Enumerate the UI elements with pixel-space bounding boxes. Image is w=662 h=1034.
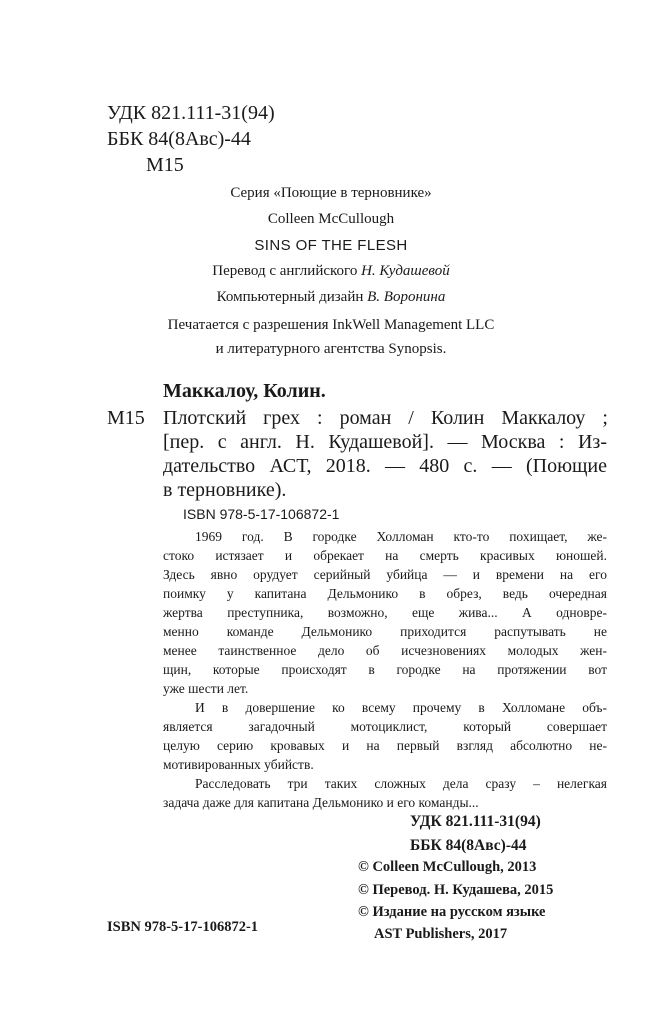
copyright-line: © Colleen McCullough, 2013 <box>358 859 537 875</box>
annotation-line: щин, которые происходят в городке на протяжении вот <box>163 662 607 677</box>
permission-line-2: и литературного агентства Synopsis. <box>215 341 447 357</box>
translation-credit <box>0 264 662 279</box>
catalog-desc-line: дательство АСТ, 2018. — 480 с. — (Поющие <box>163 455 607 477</box>
annotation-line: 1969 год. В городке Холломан кто-то похищает, же- <box>195 529 607 544</box>
annotation-line: Здесь явно орудует серийный убийца — и времени на его <box>163 567 607 582</box>
original-author: Colleen McCullough <box>267 211 395 227</box>
designer-name: В. Воронина <box>367 289 446 305</box>
copyright-line: © Перевод. Н. Кудашева, 2015 <box>358 882 554 898</box>
annotation-line: уже шести лет. <box>163 681 249 696</box>
bbk-code-bottom: ББК 84(8Авс)-44 <box>410 837 527 854</box>
permission-line-1: Печатается с разрешения InkWell Management LLC <box>167 317 495 333</box>
annotation-line: стоко истязает и обрекает на смерть красивых юношей. <box>163 548 607 563</box>
udk-code-top: УДК 821.111-31(94) <box>107 102 275 124</box>
annotation-line: И в довершение ко всему прочему в Холломане объ- <box>195 700 607 715</box>
annotation-line: мотивированных убийств. <box>163 757 314 772</box>
translator-name: Н. Кудашевой <box>361 263 450 279</box>
copyright-line: AST Publishers, 2017 <box>374 926 508 942</box>
catalog-isbn: ISBN 978-5-17-106872-1 <box>183 506 340 522</box>
series-line: Серия «Поющие в терновнике» <box>230 185 432 201</box>
design-credit <box>0 290 662 305</box>
translation-prefix: Перевод с английского <box>212 263 362 279</box>
annotation-line: менно команде Дельмонико приходится распутывать не <box>163 624 607 639</box>
catalog-desc-line: в терновнике). <box>163 479 287 501</box>
catalog-desc-line: [пер. с англ. Н. Кудашевой]. — Москва : Из- <box>163 431 607 453</box>
copyright-line: © Издание на русском языке <box>358 904 546 920</box>
catalog-author-heading: Маккалоу, Колин. <box>163 380 326 402</box>
catalog-author-mark: М15 <box>107 407 145 429</box>
annotation-line: задача даже для капитана Дельмонико и его команды... <box>163 795 479 810</box>
original-title: SINS OF THE FLESH <box>254 237 408 254</box>
catalog-desc-line: Плотский грех : роман / Колин Маккалоу ; <box>163 407 608 429</box>
design-prefix: Компьютерный дизайн <box>216 289 368 305</box>
author-mark-top: М15 <box>146 154 184 176</box>
annotation-line: менее таинственное дело об исчезновениях молодых жен- <box>163 643 607 658</box>
annotation-line: целую серию кровавых и на первый взгляд абсолютно не- <box>163 738 607 753</box>
annotation-line: Расследовать три таких сложных дела сразу – нелегкая <box>195 776 607 791</box>
udk-code-bottom: УДК 821.111-31(94) <box>410 813 541 830</box>
annotation-line: жертва преступника, возможно, еще жива... А одновре- <box>163 605 607 620</box>
annotation-line: является загадочный мотоциклист, который совершает <box>163 719 607 734</box>
bbk-code-top: ББК 84(8Авс)-44 <box>107 128 251 150</box>
annotation-line: поимку у капитана Дельмонико в обрез, ведь очередная <box>163 586 607 601</box>
isbn-bottom: ISBN 978-5-17-106872-1 <box>107 919 259 935</box>
